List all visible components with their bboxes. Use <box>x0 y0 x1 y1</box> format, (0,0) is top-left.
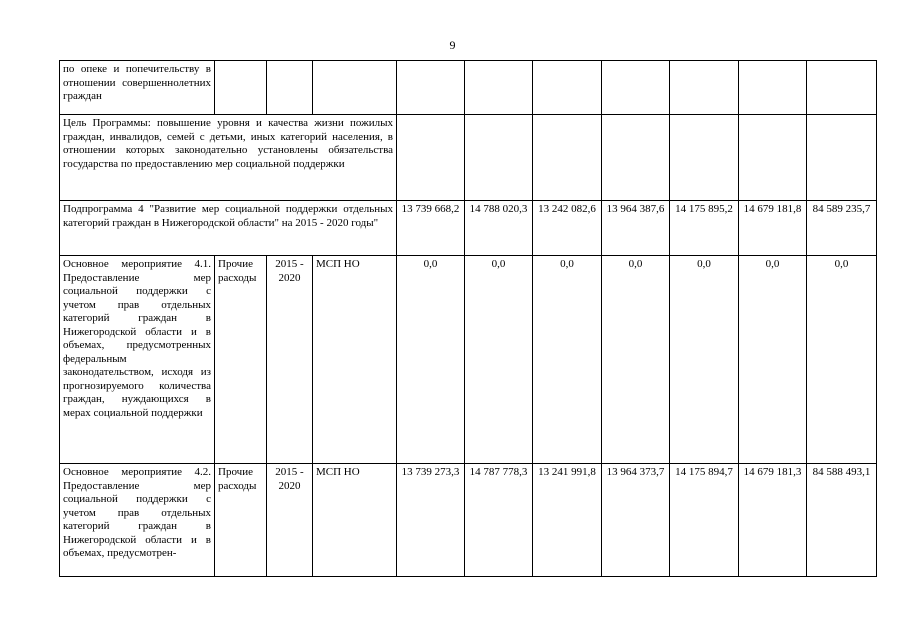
value-cell: 0,0 <box>739 256 807 464</box>
value-cell: 13 739 273,3 <box>397 464 465 577</box>
table-row <box>60 201 877 256</box>
empty-cell <box>267 61 313 115</box>
empty-cell <box>739 61 807 115</box>
row-text: по опеке и попечительству в отношении совершеннолетних граждан <box>60 61 215 115</box>
empty-cell <box>465 61 533 115</box>
page-number: 9 <box>449 38 456 52</box>
value-cell: 13 739 668,2 <box>397 201 465 256</box>
value-cell: 14 175 894,7 <box>670 464 739 577</box>
empty-cell <box>670 115 739 201</box>
expense-type: Прочие расходы <box>215 464 267 577</box>
expense-type: Прочие расходы <box>215 256 267 464</box>
empty-cell <box>602 61 670 115</box>
empty-cell <box>533 115 602 201</box>
subprogram-title: Подпрограмма 4 "Развитие мер социальной поддержки отдельных категорий граждан в Нижегородской области" на 2015 - 2020 годы" <box>60 201 397 256</box>
value-cell: 0,0 <box>397 256 465 464</box>
empty-cell <box>397 115 465 201</box>
empty-cell <box>602 115 670 201</box>
value-cell: 0,0 <box>670 256 739 464</box>
value-cell: 14 175 895,2 <box>670 201 739 256</box>
empty-cell <box>465 115 533 201</box>
empty-cell <box>313 61 397 115</box>
period: 2015 - 2020 <box>267 464 313 577</box>
value-cell: 0,0 <box>807 256 877 464</box>
value-cell: 13 964 373,7 <box>602 464 670 577</box>
value-cell: 13 964 387,6 <box>602 201 670 256</box>
program-table <box>59 60 877 577</box>
table-row <box>60 464 877 577</box>
empty-cell <box>533 61 602 115</box>
table-row <box>60 256 877 464</box>
executor: МСП НО <box>313 256 397 464</box>
value-cell: 14 679 181,8 <box>739 201 807 256</box>
program-goal: Цель Программы: повышение уровня и качества жизни пожилых граждан, инвалидов, семей с детьми, иных категорий населения, в отношении которых законодательно установлены обязательства государства по предоставлению мер социальной поддержки <box>60 115 397 201</box>
empty-cell <box>807 61 877 115</box>
value-cell: 84 588 493,1 <box>807 464 877 577</box>
value-cell: 13 242 082,6 <box>533 201 602 256</box>
value-cell: 0,0 <box>602 256 670 464</box>
activity-description: Основное мероприятие 4.1. Предоставление мер социальной поддержки с учетом прав отдельных категорий граждан в Нижегородской области и в объемах, предусмотренных федеральным законодательством, исходя из прогнозируемого количества граждан, нуждающихся в мерах социальной поддержки <box>60 256 215 464</box>
table-row <box>60 61 877 115</box>
empty-cell <box>397 61 465 115</box>
value-cell: 0,0 <box>465 256 533 464</box>
value-cell: 0,0 <box>533 256 602 464</box>
period: 2015 - 2020 <box>267 256 313 464</box>
value-cell: 84 589 235,7 <box>807 201 877 256</box>
activity-description: Основное мероприятие 4.2. Предоставление мер социальной поддержки с учетом прав отдельных категорий граждан в Нижегородской области и в объемах, предусмотрен- <box>60 464 215 577</box>
empty-cell <box>215 61 267 115</box>
value-cell: 14 787 778,3 <box>465 464 533 577</box>
table-row <box>60 115 877 201</box>
value-cell: 13 241 991,8 <box>533 464 602 577</box>
executor: МСП НО <box>313 464 397 577</box>
value-cell: 14 679 181,3 <box>739 464 807 577</box>
empty-cell <box>670 61 739 115</box>
empty-cell <box>739 115 807 201</box>
empty-cell <box>807 115 877 201</box>
value-cell: 14 788 020,3 <box>465 201 533 256</box>
